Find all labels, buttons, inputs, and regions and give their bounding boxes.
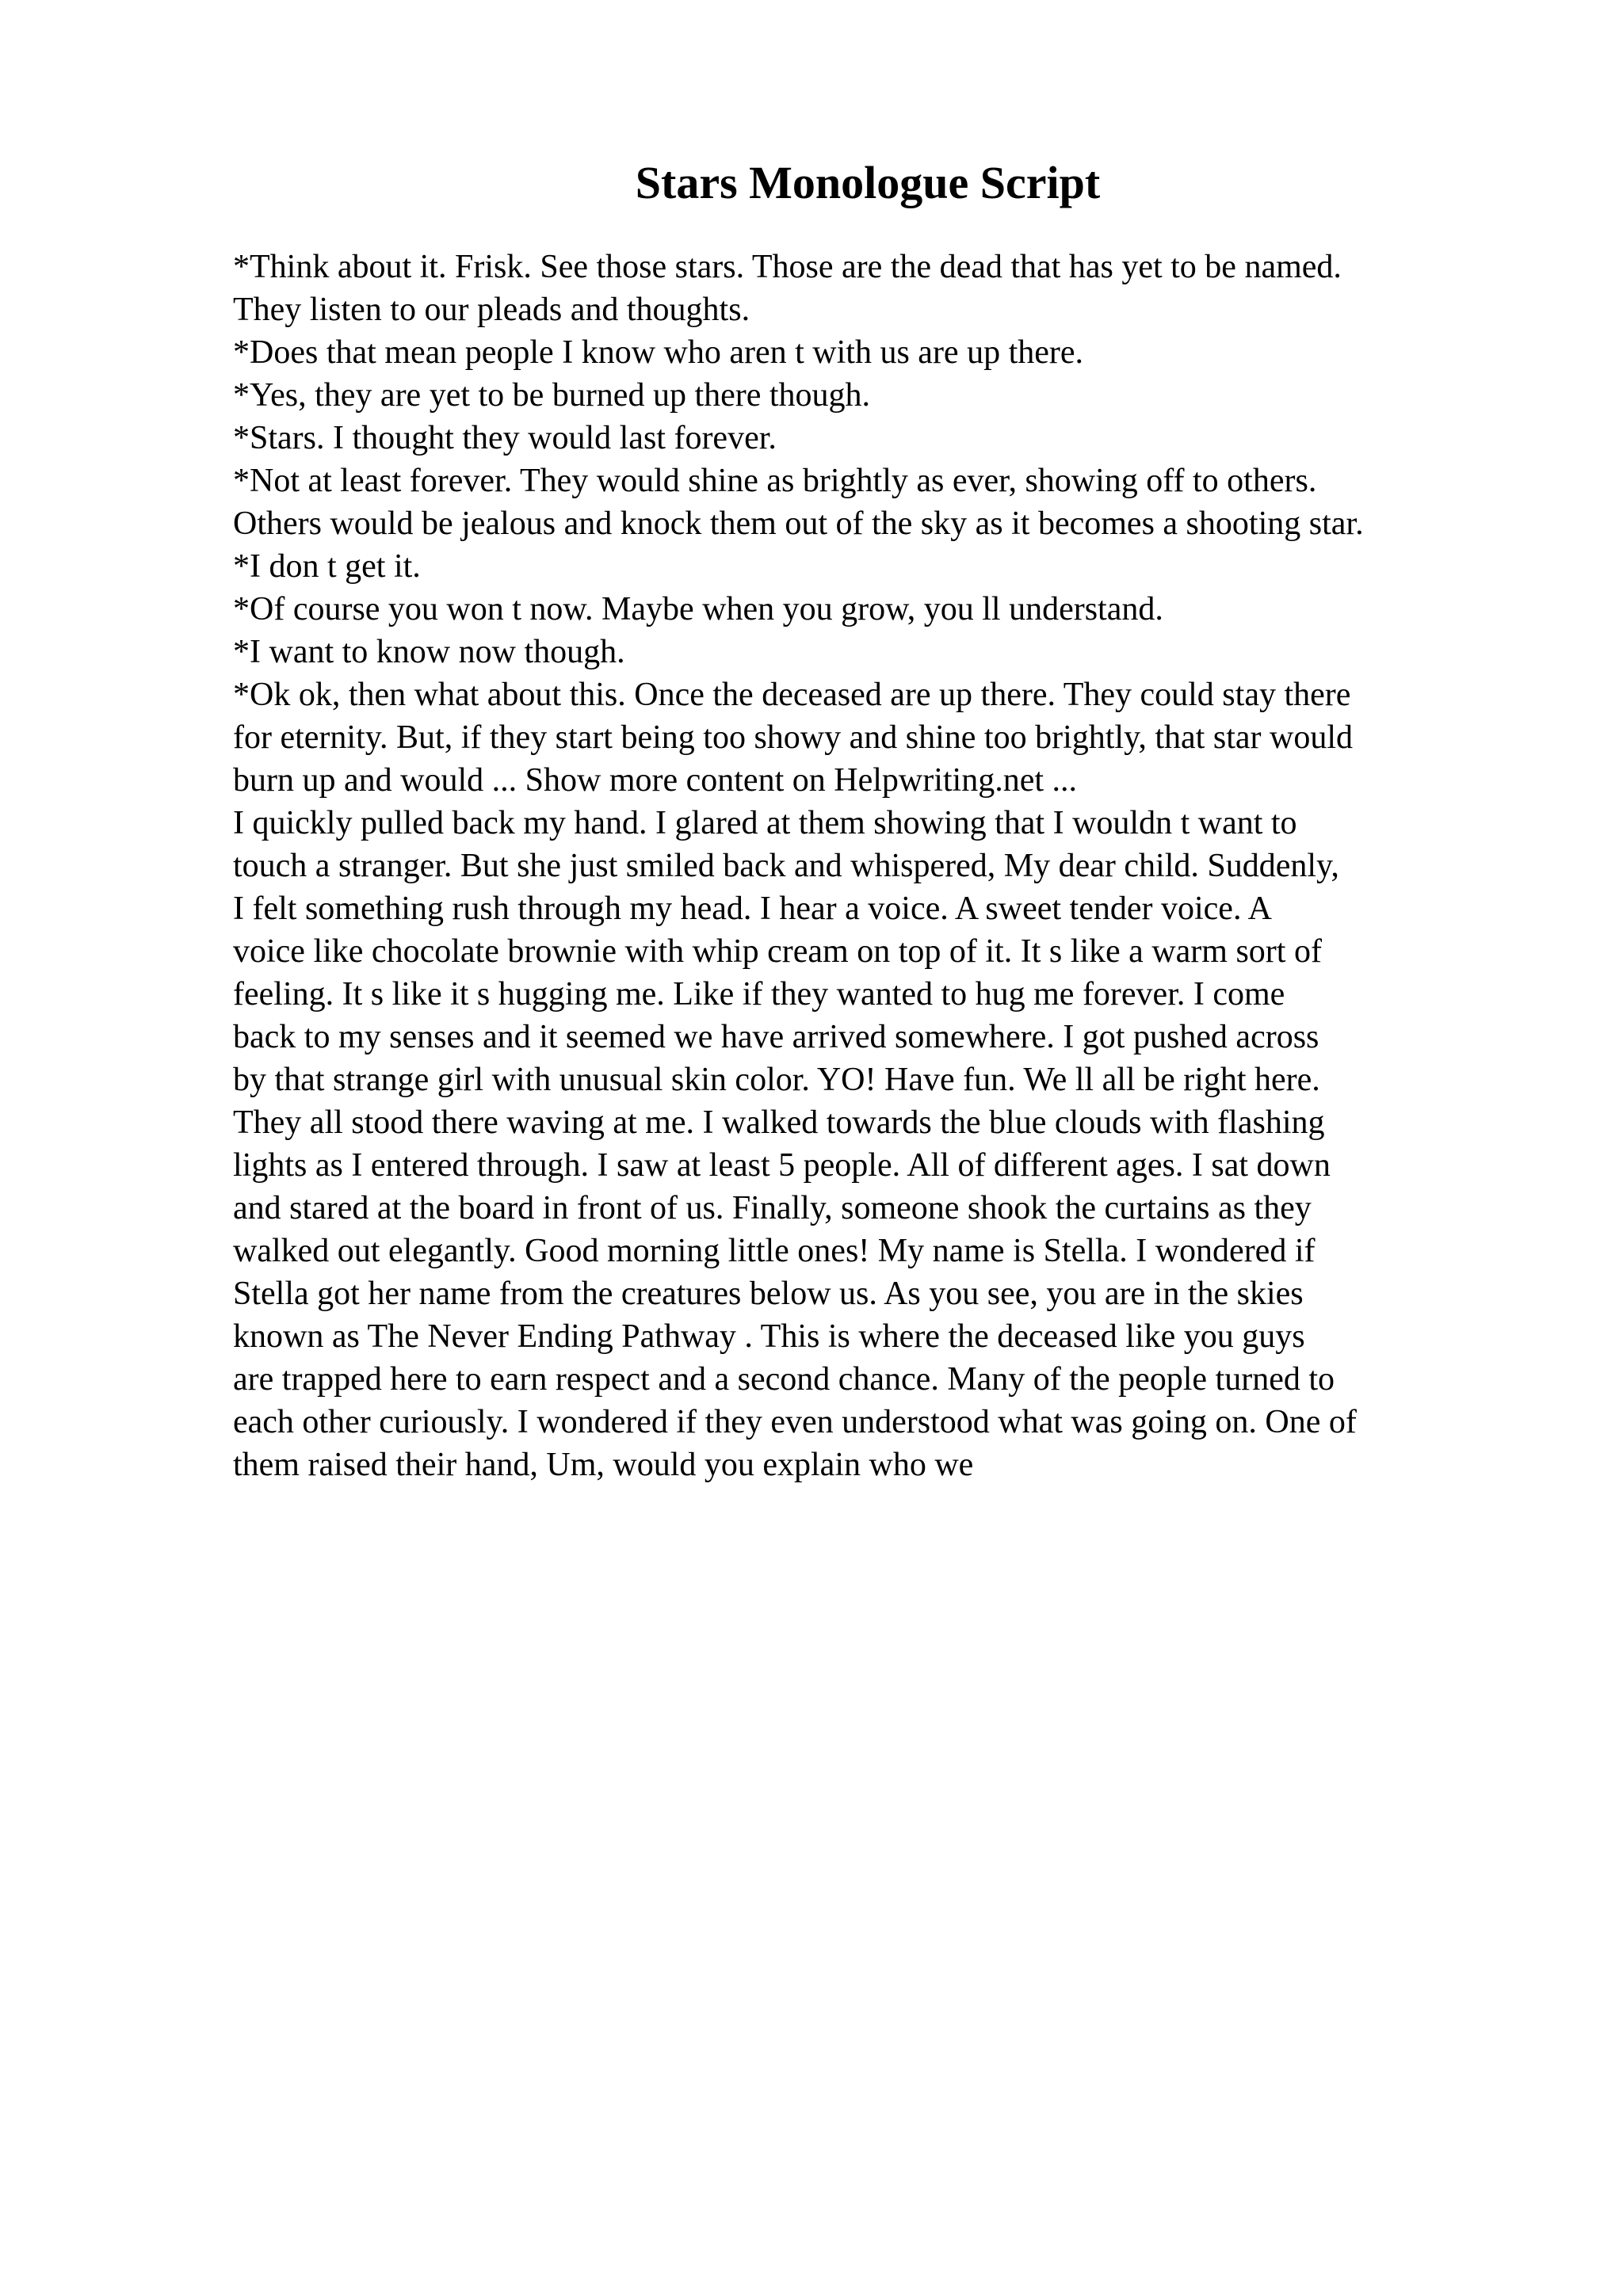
body-line: *Stars. I thought they would last forever.	[233, 420, 777, 456]
body-line: walked out elegantly. Good morning little ones! My name is Stella. I wondered if	[233, 1233, 1316, 1269]
body-line: *Yes, they are yet to be burned up there though.	[233, 377, 871, 414]
body-line: *Ok ok, then what about this. Once the deceased are up there. They could stay there	[233, 677, 1351, 713]
document-body	[233, 246, 1596, 1486]
body-line: lights as I entered through. I saw at least 5 people. All of different ages. I sat down	[233, 1147, 1331, 1184]
body-line: *Not at least forever. They would shine as brightly as ever, showing off to others.	[233, 463, 1317, 499]
body-line: Stella got her name from the creatures below us. As you see, you are in the skies	[233, 1276, 1304, 1312]
body-line: and stared at the board in front of us. Finally, someone shook the curtains as they	[233, 1190, 1312, 1226]
body-line: are trapped here to earn respect and a second chance. Many of the people turned to	[233, 1361, 1335, 1398]
body-line: I quickly pulled back my hand. I glared at them showing that I wouldn t want to	[233, 805, 1297, 841]
body-line: burn up and would ... Show more content on Helpwriting.net ...	[233, 762, 1078, 799]
body-line: I felt something rush through my head. I hear a voice. A sweet tender voice. A	[233, 891, 1272, 927]
body-line: They listen to our pleads and thoughts.	[233, 292, 750, 328]
body-line: *Of course you won t now. Maybe when you grow, you ll understand.	[233, 591, 1163, 627]
body-line: *Does that mean people I know who aren t with us are up there.	[233, 334, 1084, 371]
body-line: by that strange girl with unusual skin color. YO! Have fun. We ll all be right here.	[233, 1062, 1320, 1098]
body-line: each other curiously. I wondered if they even understood what was going on. One of	[233, 1404, 1357, 1440]
body-line: for eternity. But, if they start being too showy and shine too brightly, that star would	[233, 719, 1353, 756]
body-line: Others would be jealous and knock them out of the sky as it becomes a shooting star.	[233, 505, 1364, 542]
body-line: *I don t get it.	[233, 548, 421, 585]
body-line: touch a stranger. But she just smiled back and whispered, My dear child. Suddenly,	[233, 848, 1339, 884]
body-line: them raised their hand, Um, would you explain who we	[233, 1447, 974, 1483]
body-line: voice like chocolate brownie with whip cream on top of it. It s like a warm sort of	[233, 933, 1322, 970]
document-title: Stars Monologue Script	[635, 157, 1101, 208]
body-line: back to my senses and it seemed we have arrived somewhere. I got pushed across	[233, 1019, 1319, 1055]
body-line: feeling. It s like it s hugging me. Like if they wanted to hug me forever. I come	[233, 976, 1285, 1013]
body-line: known as The Never Ending Pathway . This is where the deceased like you guys	[233, 1318, 1305, 1355]
body-line: They all stood there waving at me. I walked towards the blue clouds with flashing	[233, 1104, 1325, 1141]
body-line: *I want to know now though.	[233, 634, 625, 670]
body-line: *Think about it. Frisk. See those stars. Those are the dead that has yet to be named.	[233, 249, 1342, 285]
